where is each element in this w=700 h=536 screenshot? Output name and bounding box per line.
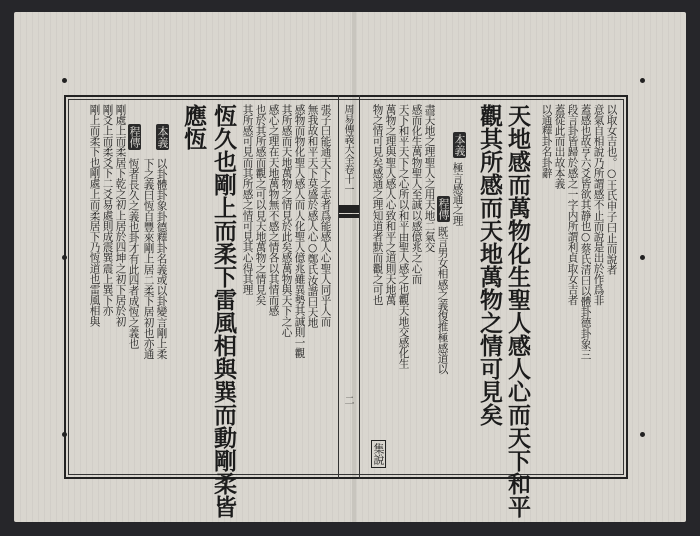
commentary-line: 段言卦皆歸於感之一字内所謂利貞取女吉者 bbox=[566, 104, 579, 306]
fishtail-mark bbox=[339, 214, 359, 218]
commentary-line: 蓋感也故亨六爻皆欲其静也○蔡氏清曰以體卦德卦象三 bbox=[579, 104, 592, 360]
commentary-line: 也於其所感而觀之可以見天地萬物之情見矣 bbox=[254, 104, 267, 306]
fishtail-mark bbox=[339, 205, 359, 213]
commentary-line: 恆者長久之義也卦才有此四者成恆之義也 bbox=[127, 158, 140, 349]
commentary-line: 無我故和平天下莫盛於感人心○鄭氏汝諧曰天地 bbox=[306, 104, 319, 328]
commentary-line: 蓋從此而出故本義 bbox=[553, 104, 566, 189]
ben-yi-tag: 本義 bbox=[453, 134, 466, 156]
binding-hole bbox=[640, 255, 645, 260]
commentary-line: 感物而物化聖人感人而人化聖人億兆雖異勢其誠則一觀 bbox=[293, 104, 306, 359]
binding-hole bbox=[62, 78, 67, 83]
ben-yi-tag: 本義 bbox=[156, 126, 169, 148]
commentary-line: 張子曰能通天下之志者爲能感人心聖人同乎人而 bbox=[319, 104, 332, 327]
commentary-line: 其所感而天地萬物之情見於此矣感萬物與天下之心 bbox=[280, 104, 293, 338]
commentary-line: 盡天地之理聖人之用天地二氣交 bbox=[423, 104, 436, 253]
commentary-line: 以卦體卦象卦德釋卦名義或以卦變言剛上柔 bbox=[155, 158, 168, 360]
commentary-line: 既言男女相感之義復推極感道以 bbox=[436, 226, 449, 375]
ji-shuo-tag: 集說 bbox=[371, 440, 386, 468]
commentary-line: 剛上而柔下也剛處上而柔居下乃恆道也雷風相與 bbox=[88, 104, 101, 327]
commentary-line: 物之情可見矣感通之理知道者默而觀之可也 bbox=[371, 104, 384, 306]
main-text: 觀其所感而天地萬物之情可見矣 bbox=[476, 104, 503, 426]
center-number: 二 bbox=[342, 395, 353, 405]
commentary-line: 意氣自相說乃所謂感不止而說是出於作爲非 bbox=[592, 104, 605, 306]
cheng-zhuan-tag: 程傳 bbox=[437, 198, 450, 220]
commentary-line: 以取女吉也。○王氏申子曰止而說者 bbox=[605, 104, 618, 275]
center-title: 周易傳義大全卷十一 bbox=[342, 104, 353, 194]
commentary-line: 天下和平天下之心所以和平由聖人感之也觀天地交感化生 bbox=[397, 104, 410, 369]
main-text: 恆久也剛上而柔下雷風相與巽而動剛柔皆 bbox=[210, 104, 237, 518]
main-text: 天地感而萬物化生聖人感人心而天下和平 bbox=[504, 104, 531, 518]
binding-hole bbox=[640, 432, 645, 437]
binding-hole bbox=[640, 78, 645, 83]
commentary-line: 其所感可見而其所感之情可見其心得其理 bbox=[241, 104, 254, 295]
title-line: 應恆 bbox=[180, 104, 207, 150]
commentary-line: 萬物之理與聖人感人心致和平之道則天地萬 bbox=[384, 104, 397, 306]
commentary-line: 剛爻上而柔爻下二爻易處則成震巽震上巽下亦 bbox=[101, 104, 114, 316]
commentary-line: 以通釋卦名卦辭 bbox=[540, 104, 553, 179]
commentary-line: 感心之理在天地萬物無不感之情各以其情而感 bbox=[267, 104, 280, 316]
commentary-line: 剛處上而柔居下乾之初上居於四坤之初下居於初 bbox=[114, 104, 127, 327]
commentary-line: 下之義曰恆自豐來剛上居二柔下居初也亦通 bbox=[142, 158, 155, 360]
commentary-line: 極言感通之理 bbox=[451, 162, 464, 226]
commentary-line: 感而化生萬物聖人至誠以感億兆之心而 bbox=[410, 104, 423, 285]
cheng-zhuan-tag: 程傳 bbox=[128, 126, 141, 148]
